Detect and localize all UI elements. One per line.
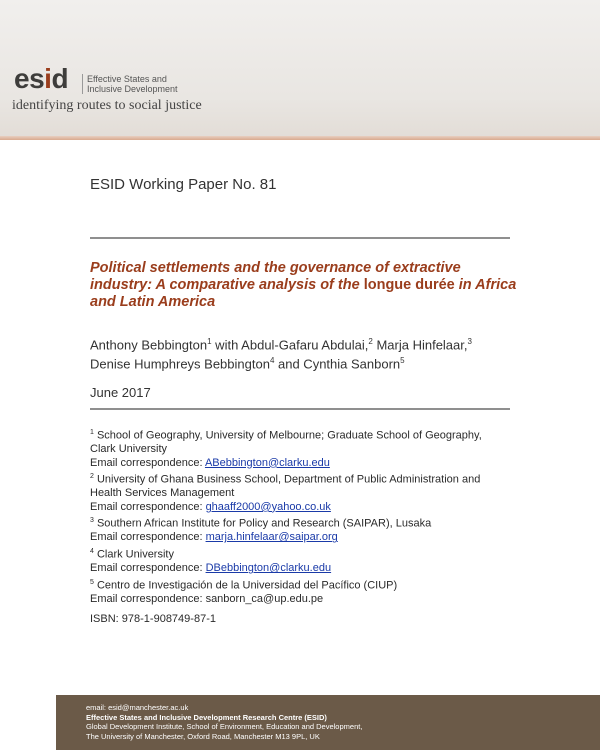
divider-top [90,237,510,239]
header-band [0,0,600,140]
footer-band [56,695,600,750]
email-link[interactable]: DBebbington@clarku.edu [205,562,332,575]
footer-address-1: Global Development Institute, School of Environment, Education and Development, [86,722,363,731]
logo-wordmark: esid [14,63,69,94]
affiliation-1: $^1$ School of Geography, University of Melbourne; Graduate School of Geography, Clark University Email correspondence: ABebbington@clarku.edu [90,429,482,469]
footer-email: email: esid@manchester.ac.uk [86,703,189,712]
email-link[interactable]: ghaaff2000@yahoo.co.uk [205,500,331,513]
footer-org: Effective States and Inclusive Development Research Centre (ESID) [86,712,327,722]
logo-tagline: identifying routes to social justice [12,98,202,113]
isbn: ISBN: 978-1-908749-87-1 [90,613,216,625]
affiliations [90,426,510,606]
authors: Anthony Bebbington$^1$ with Abdul-Gafaru Abdulai,$^2$ Marja Hinfelaar,$^3$ Denise Humphreys Bebbington$^4$ and Cynthia Sanborn$^5$ [90,337,472,372]
divider-bottom [90,408,510,410]
email-text: sanborn_ca@up.edu.pe [205,592,324,605]
affiliation-2: $^2$ University of Ghana Business School, Department of Public Administration and Health Services Management Email correspondence: ghaaff2000@yahoo.co.uk [90,473,481,513]
email-link[interactable]: marja.hinfelaar@saipar.org [205,531,338,544]
logo-subtitle: Effective States and Inclusive Development [82,74,178,94]
paper-title: Political settlements and the governance of extractive industry: A comparative analysis of the longue durée in Africa and Latin America [90,260,517,310]
affiliation-5: $^5$ Centro de Investigación de la Universidad del Pacífico (CIUP) Email correspondence: sanborn_ca@up.edu.pe [90,578,398,605]
publication-date: June 2017 [90,385,151,400]
footer-text [86,703,362,741]
series-title: ESID Working Paper No. 81 [90,176,277,193]
footer-address-2: The University of Manchester, Oxford Road, Manchester M13 9PL, UK [86,731,320,741]
affiliation-4: $^4$ Clark University Email correspondence: DBebbington@clarku.edu [90,547,332,575]
email-link[interactable]: ABebbington@clarku.edu [204,456,330,469]
affiliation-3: $^3$ Southern African Institute for Policy and Research (SAIPAR), Lusaka Email correspondence: marja.hinfelaar@saipar.org [90,517,432,544]
